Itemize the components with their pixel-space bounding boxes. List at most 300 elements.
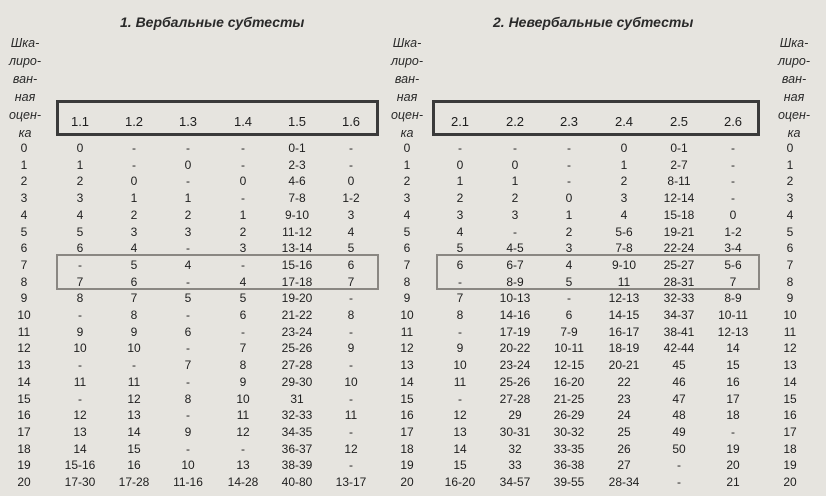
raw-score-cell: 21-25 xyxy=(553,391,585,406)
raw-score-cell: 6 xyxy=(130,274,138,289)
scaled-score-value: 13 xyxy=(17,358,31,373)
verbal-highlight-box xyxy=(56,254,379,290)
raw-score-cell: 38-39 xyxy=(281,458,313,473)
raw-score-cell: 1 xyxy=(620,157,628,172)
raw-score-cell: 9 xyxy=(239,374,247,389)
scaled-score-value: 4 xyxy=(403,207,411,222)
raw-score-cell: 8 xyxy=(130,308,138,322)
raw-score-cell: 30-31 xyxy=(499,424,531,439)
scaled-score-value: 2 xyxy=(403,174,411,189)
raw-score-cell: 27-28 xyxy=(499,391,531,406)
scaled-score-value: 2 xyxy=(786,174,794,189)
raw-score-cell: 8 xyxy=(347,308,355,322)
raw-score-cell: 49 xyxy=(672,424,686,439)
raw-score-cell: 17-30 xyxy=(64,475,96,489)
raw-score-cell: 9 xyxy=(130,324,138,339)
scaled-score-header-1 xyxy=(2,34,48,142)
scaled-score-value: 12 xyxy=(17,341,31,356)
raw-score-cell: 1 xyxy=(456,174,464,189)
raw-score-cell: 16-17 xyxy=(608,324,640,339)
scaled-score-header-2 xyxy=(384,34,430,142)
scaled-score-value: 8 xyxy=(403,274,411,289)
raw-score-cell: 11 xyxy=(73,374,87,389)
raw-score-cell: 48 xyxy=(672,408,686,423)
scaled-score-header-line: оцен- xyxy=(777,108,811,122)
raw-score-cell: 14 xyxy=(127,424,141,439)
raw-score-cell: 6 xyxy=(76,241,84,256)
raw-score-cell: 39-55 xyxy=(553,475,585,489)
raw-score-cell: 28-34 xyxy=(608,475,640,489)
raw-score-cell: - xyxy=(132,141,136,155)
scaled-score-value: 3 xyxy=(403,191,411,206)
raw-score-cell: 8-11 xyxy=(667,174,691,189)
raw-score-cell: 11 xyxy=(617,274,631,289)
raw-score-cell: 20-21 xyxy=(608,358,640,373)
raw-score-cell: 14 xyxy=(73,441,87,456)
nonverbal-header-box xyxy=(432,100,760,136)
raw-score-cell: - xyxy=(241,157,245,172)
raw-score-cell: 13 xyxy=(127,408,141,423)
raw-score-cell: 8-9 xyxy=(506,274,524,289)
raw-score-cell: 4 xyxy=(184,257,192,272)
raw-score-cell: 12 xyxy=(73,408,87,423)
raw-score-cell: - xyxy=(132,157,136,172)
raw-score-cell: 6 xyxy=(184,324,192,339)
raw-score-cell: 2 xyxy=(239,224,247,239)
raw-score-cell: 27-28 xyxy=(281,358,313,373)
raw-score-cell: 20 xyxy=(726,458,740,473)
scaled-score-value: 11 xyxy=(400,324,414,339)
scaled-score-header-3 xyxy=(771,34,817,142)
raw-score-cell: - xyxy=(241,141,245,155)
raw-score-cell: 15 xyxy=(127,441,141,456)
raw-score-cell: 12-13 xyxy=(608,291,640,306)
raw-score-cell: 14-16 xyxy=(499,308,531,322)
raw-score-cell: 7-8 xyxy=(615,241,633,256)
raw-score-cell: 10 xyxy=(236,391,250,406)
raw-score-cell: 47 xyxy=(672,391,686,406)
raw-score-cell: - xyxy=(78,391,82,406)
scaled-score-value: 20 xyxy=(400,475,414,489)
raw-score-cell: - xyxy=(349,358,353,373)
raw-score-cell: 13 xyxy=(73,424,87,439)
scaled-score-value: 20 xyxy=(17,475,31,489)
scaled-score-value: 1 xyxy=(786,157,794,172)
scaled-score-value: 19 xyxy=(400,458,414,473)
raw-score-cell: 7-9 xyxy=(560,324,578,339)
subtest-column-header: 1.1 xyxy=(70,114,90,129)
raw-score-cell: 16-20 xyxy=(444,475,476,489)
scaled-score-value: 15 xyxy=(783,391,797,406)
raw-score-cell: 3 xyxy=(565,241,573,256)
raw-score-cell: 10-11 xyxy=(718,308,748,322)
scaled-score-value: 16 xyxy=(400,408,414,423)
subtest-column-header: 2.2 xyxy=(505,114,525,129)
raw-score-cell: 33 xyxy=(508,458,522,473)
raw-score-cell: 0-1 xyxy=(670,141,688,155)
raw-score-cell: 32-33 xyxy=(281,408,313,423)
raw-score-cell: 7 xyxy=(729,274,737,289)
raw-score-cell: - xyxy=(513,224,517,239)
scaled-score-value: 0 xyxy=(403,141,411,155)
scaled-score-value: 15 xyxy=(400,391,414,406)
raw-score-cell: 8 xyxy=(76,291,84,306)
raw-score-cell: 34-35 xyxy=(281,424,313,439)
scaled-score-value: 10 xyxy=(400,308,414,322)
raw-score-cell: 0 xyxy=(130,174,138,189)
raw-score-cell: 26-29 xyxy=(553,408,585,423)
raw-score-cell: 6 xyxy=(565,308,573,322)
raw-score-cell: 11 xyxy=(344,408,358,423)
raw-score-cell: 23-24 xyxy=(499,358,531,373)
raw-score-cell: - xyxy=(132,358,136,373)
raw-score-cell: 4 xyxy=(347,224,355,239)
raw-score-cell: 9 xyxy=(347,341,355,356)
raw-score-cell: 3 xyxy=(456,207,464,222)
raw-score-cell: 11 xyxy=(127,374,141,389)
raw-score-cell: 7 xyxy=(184,358,192,373)
raw-score-cell: 10 xyxy=(453,358,467,373)
scaled-score-value: 17 xyxy=(783,424,797,439)
raw-score-cell: - xyxy=(458,391,462,406)
raw-score-cell: 3 xyxy=(347,207,355,222)
raw-score-cell: 5 xyxy=(130,257,138,272)
scaled-score-value: 6 xyxy=(786,241,794,256)
scaled-score-header-line: оцен- xyxy=(8,108,42,122)
raw-score-cell: 29-30 xyxy=(281,374,313,389)
raw-score-cell: 1 xyxy=(511,174,519,189)
raw-score-cell: 12-13 xyxy=(717,324,749,339)
raw-score-cell: 1 xyxy=(565,207,573,222)
raw-score-cell: 23-24 xyxy=(281,324,313,339)
scaled-score-value: 14 xyxy=(17,374,31,389)
raw-score-cell: 6 xyxy=(347,257,355,272)
scaled-score-header-line: лиро- xyxy=(777,54,811,68)
raw-score-cell: 26 xyxy=(617,441,631,456)
scaled-score-value: 10 xyxy=(17,308,31,322)
scaled-score-value: 9 xyxy=(786,291,794,306)
raw-score-cell: 6 xyxy=(239,308,247,322)
scaled-score-header-line: ван- xyxy=(394,72,420,86)
scaled-score-value: 0 xyxy=(20,141,28,155)
raw-score-cell: 12 xyxy=(127,391,141,406)
raw-score-cell: 21-22 xyxy=(281,308,313,322)
raw-score-cell: 12 xyxy=(453,408,467,423)
scaled-score-value: 14 xyxy=(400,374,414,389)
verbal-header-box xyxy=(56,100,379,136)
raw-score-cell: 8 xyxy=(184,391,192,406)
scaled-score-value: 8 xyxy=(786,274,794,289)
raw-score-cell: 16 xyxy=(127,458,141,473)
raw-score-cell: - xyxy=(186,241,190,256)
raw-score-cell: 5 xyxy=(565,274,573,289)
raw-score-cell: 4 xyxy=(130,241,138,256)
scaled-score-header-line: Шка- xyxy=(779,36,809,50)
raw-score-cell: 4 xyxy=(456,224,464,239)
raw-score-cell: 33-35 xyxy=(553,441,585,456)
scaled-score-header-line: лиро- xyxy=(8,54,42,68)
raw-score-cell: 2 xyxy=(620,174,628,189)
raw-score-cell: - xyxy=(731,424,735,439)
raw-score-cell: 22-24 xyxy=(663,241,695,256)
raw-score-cell: 1-2 xyxy=(342,191,360,206)
raw-score-cell: 9-10 xyxy=(611,257,637,272)
subtest-column-header: 2.1 xyxy=(450,114,470,129)
raw-score-cell: - xyxy=(513,141,517,155)
raw-score-cell: 36-37 xyxy=(281,441,313,456)
raw-score-cell: - xyxy=(458,141,462,155)
raw-score-cell: - xyxy=(241,441,245,456)
raw-score-cell: 19-21 xyxy=(663,224,695,239)
scaled-score-value: 7 xyxy=(786,257,794,272)
raw-score-cell: 38-41 xyxy=(663,324,695,339)
subtest-column-header: 1.4 xyxy=(233,114,253,129)
raw-score-cell: 3 xyxy=(76,191,84,206)
raw-score-cell: 12-15 xyxy=(553,358,585,373)
raw-score-cell: 9 xyxy=(456,341,464,356)
raw-score-cell: - xyxy=(731,174,735,189)
raw-score-cell: 34-57 xyxy=(499,475,531,489)
raw-score-cell: 6-7 xyxy=(506,257,524,272)
raw-score-cell: 28-31 xyxy=(663,274,695,289)
scaled-score-value: 20 xyxy=(783,475,797,489)
scaled-score-header-line: Шка- xyxy=(392,36,422,50)
raw-score-cell: 36-38 xyxy=(553,458,585,473)
raw-score-cell: 0 xyxy=(620,141,628,155)
scaled-score-value: 3 xyxy=(786,191,794,206)
nonverbal-highlight-box xyxy=(436,254,760,290)
scaled-score-value: 13 xyxy=(400,358,414,373)
raw-score-cell: 19 xyxy=(726,441,740,456)
raw-score-cell: - xyxy=(186,341,190,356)
subtest-column-header: 2.6 xyxy=(723,114,743,129)
raw-score-cell: 5 xyxy=(184,291,192,306)
raw-score-cell: 25-26 xyxy=(499,374,531,389)
raw-score-cell: 29 xyxy=(508,408,522,423)
raw-score-cell: - xyxy=(677,475,681,489)
raw-score-cell: - xyxy=(731,141,735,155)
raw-score-cell: 15 xyxy=(726,358,740,373)
raw-score-cell: 10-11 xyxy=(554,341,584,356)
raw-score-cell: - xyxy=(349,458,353,473)
scaled-score-value: 6 xyxy=(20,241,28,256)
raw-score-cell: 20-22 xyxy=(499,341,531,356)
raw-score-cell: 1 xyxy=(184,191,192,206)
raw-score-cell: - xyxy=(186,374,190,389)
raw-score-cell: 5-6 xyxy=(615,224,633,239)
raw-score-cell: 46 xyxy=(672,374,686,389)
raw-score-cell: - xyxy=(349,157,353,172)
scaled-score-value: 4 xyxy=(20,207,28,222)
scaled-score-header-line: ная xyxy=(396,90,418,104)
raw-score-cell: 14 xyxy=(453,441,467,456)
raw-score-cell: 3 xyxy=(239,241,247,256)
raw-score-cell: 1 xyxy=(130,191,138,206)
raw-score-cell: 14 xyxy=(726,341,740,356)
raw-score-cell: 2-3 xyxy=(288,157,306,172)
raw-score-cell: 5 xyxy=(239,291,247,306)
scaled-score-value: 15 xyxy=(17,391,31,406)
raw-score-cell: 12 xyxy=(344,441,358,456)
raw-score-cell: 2-7 xyxy=(670,157,688,172)
raw-score-cell: 12-14 xyxy=(663,191,695,206)
raw-score-cell: 14-15 xyxy=(608,308,640,322)
raw-score-cell: - xyxy=(458,324,462,339)
raw-score-cell: 7 xyxy=(456,291,464,306)
raw-score-cell: - xyxy=(731,191,735,206)
subtest-column-header: 1.2 xyxy=(124,114,144,129)
scaled-score-value: 1 xyxy=(403,157,411,172)
scaled-score-value: 4 xyxy=(786,207,794,222)
raw-score-cell: 15-16 xyxy=(281,257,313,272)
scaled-score-header-line: ная xyxy=(14,90,36,104)
raw-score-cell: 25-27 xyxy=(663,257,695,272)
raw-score-cell: 4 xyxy=(565,257,573,272)
raw-score-cell: 0 xyxy=(456,157,464,172)
raw-score-cell: 24 xyxy=(617,408,631,423)
subtest-column-header: 1.5 xyxy=(287,114,307,129)
nonverbal-subtests-title: 2. Невербальные субтесты xyxy=(493,14,694,30)
scaled-score-header-line: оцен- xyxy=(390,108,424,122)
raw-score-cell: 50 xyxy=(672,441,686,456)
raw-score-cell: 10 xyxy=(181,458,195,473)
scaled-score-value: 6 xyxy=(403,241,411,256)
raw-score-cell: - xyxy=(78,358,82,373)
scaled-score-value: 16 xyxy=(783,408,797,423)
raw-score-cell: 4 xyxy=(620,207,628,222)
raw-score-cell: 0-1 xyxy=(288,141,306,155)
raw-score-cell: 4 xyxy=(239,274,247,289)
raw-score-cell: 23 xyxy=(617,391,631,406)
raw-score-cell: 11 xyxy=(236,408,250,423)
raw-score-cell: - xyxy=(731,157,735,172)
raw-score-cell: 7 xyxy=(130,291,138,306)
raw-score-cell: - xyxy=(78,308,82,322)
scaled-score-header-line: ка xyxy=(18,126,32,140)
raw-score-cell: 6 xyxy=(456,257,464,272)
raw-score-cell: 9 xyxy=(76,324,84,339)
raw-score-cell: 16 xyxy=(726,374,740,389)
raw-score-cell: 5 xyxy=(347,241,355,256)
scaled-score-value: 7 xyxy=(403,257,411,272)
raw-score-cell: 16-20 xyxy=(553,374,585,389)
scaled-score-value: 18 xyxy=(783,441,797,456)
raw-score-cell: 3 xyxy=(184,224,192,239)
scaled-score-value: 10 xyxy=(783,308,797,322)
raw-score-cell: 32-33 xyxy=(663,291,695,306)
scaled-score-value: 2 xyxy=(20,174,28,189)
raw-score-cell: - xyxy=(241,257,245,272)
raw-score-cell: 5-6 xyxy=(724,257,742,272)
raw-score-cell: 1-2 xyxy=(724,224,742,239)
raw-score-cell: 7 xyxy=(239,341,247,356)
scaled-score-value: 9 xyxy=(403,291,411,306)
raw-score-cell: - xyxy=(186,408,190,423)
raw-score-cell: 10 xyxy=(127,341,141,356)
scaled-score-value: 11 xyxy=(783,324,797,339)
raw-score-cell: - xyxy=(567,141,571,155)
scaled-score-value: 14 xyxy=(783,374,797,389)
raw-score-cell: 25 xyxy=(617,424,631,439)
raw-score-cell: 2 xyxy=(456,191,464,206)
raw-score-cell: 27 xyxy=(617,458,631,473)
raw-score-cell: 14-28 xyxy=(227,475,259,489)
scaled-score-value: 1 xyxy=(20,157,28,172)
raw-score-cell: 15-18 xyxy=(663,207,695,222)
scaled-score-value: 8 xyxy=(20,274,28,289)
raw-score-cell: - xyxy=(186,441,190,456)
subtest-column-header: 2.5 xyxy=(669,114,689,129)
subtest-column-header: 2.3 xyxy=(559,114,579,129)
raw-score-cell: 0 xyxy=(565,191,573,206)
scaled-score-value: 12 xyxy=(400,341,414,356)
raw-score-cell: 34-37 xyxy=(663,308,695,322)
raw-score-cell: - xyxy=(186,274,190,289)
raw-score-cell: 1 xyxy=(239,207,247,222)
raw-score-cell: - xyxy=(458,274,462,289)
raw-score-cell: 3 xyxy=(130,224,138,239)
raw-score-cell: - xyxy=(186,308,190,322)
scaled-score-value: 3 xyxy=(20,191,28,206)
raw-score-cell: 3-4 xyxy=(724,241,742,256)
scaled-score-value: 5 xyxy=(786,224,794,239)
raw-score-cell: 2 xyxy=(511,191,519,206)
raw-score-cell: 1 xyxy=(76,157,84,172)
raw-score-cell: 11-16 xyxy=(173,475,203,489)
raw-score-cell: 8-9 xyxy=(724,291,742,306)
raw-score-cell: 3 xyxy=(511,207,519,222)
scaled-score-value: 18 xyxy=(17,441,31,456)
scaled-score-value: 17 xyxy=(400,424,414,439)
raw-score-cell: 5 xyxy=(456,241,464,256)
scaled-score-value: 12 xyxy=(783,341,797,356)
raw-score-cell: 2 xyxy=(184,207,192,222)
scaled-score-value: 0 xyxy=(786,141,794,155)
raw-score-cell: 45 xyxy=(672,358,686,373)
raw-score-cell: - xyxy=(349,391,353,406)
raw-score-cell: 13 xyxy=(236,458,250,473)
raw-score-cell: 7-8 xyxy=(288,191,306,206)
subtest-column-header: 1.6 xyxy=(341,114,361,129)
raw-score-cell: 8 xyxy=(239,358,247,373)
raw-score-cell: 10-13 xyxy=(499,291,531,306)
raw-score-cell: 10 xyxy=(73,341,87,356)
raw-score-cell: 0 xyxy=(184,157,192,172)
raw-score-cell: - xyxy=(241,191,245,206)
raw-score-cell: - xyxy=(186,141,190,155)
raw-score-cell: 32 xyxy=(508,441,522,456)
raw-score-cell: 0 xyxy=(239,174,247,189)
scaled-score-value: 13 xyxy=(783,358,797,373)
raw-score-cell: 13-17 xyxy=(335,475,367,489)
raw-score-cell: 18 xyxy=(726,408,740,423)
scaled-score-header-line: ван- xyxy=(12,72,38,86)
scaled-score-value: 9 xyxy=(20,291,28,306)
raw-score-cell: 17 xyxy=(726,391,740,406)
raw-score-cell: 17-28 xyxy=(118,475,150,489)
raw-score-cell: 30-32 xyxy=(553,424,585,439)
raw-score-cell: 8 xyxy=(456,308,464,322)
scaled-score-value: 19 xyxy=(783,458,797,473)
raw-score-cell: 3 xyxy=(620,191,628,206)
raw-score-cell: 9 xyxy=(184,424,192,439)
raw-score-cell: 2 xyxy=(565,224,573,239)
raw-score-cell: 11-12 xyxy=(282,224,312,239)
raw-score-cell: - xyxy=(677,458,681,473)
scaled-score-value: 17 xyxy=(17,424,31,439)
raw-score-cell: 7 xyxy=(347,274,355,289)
raw-score-cell: 17-18 xyxy=(281,274,313,289)
